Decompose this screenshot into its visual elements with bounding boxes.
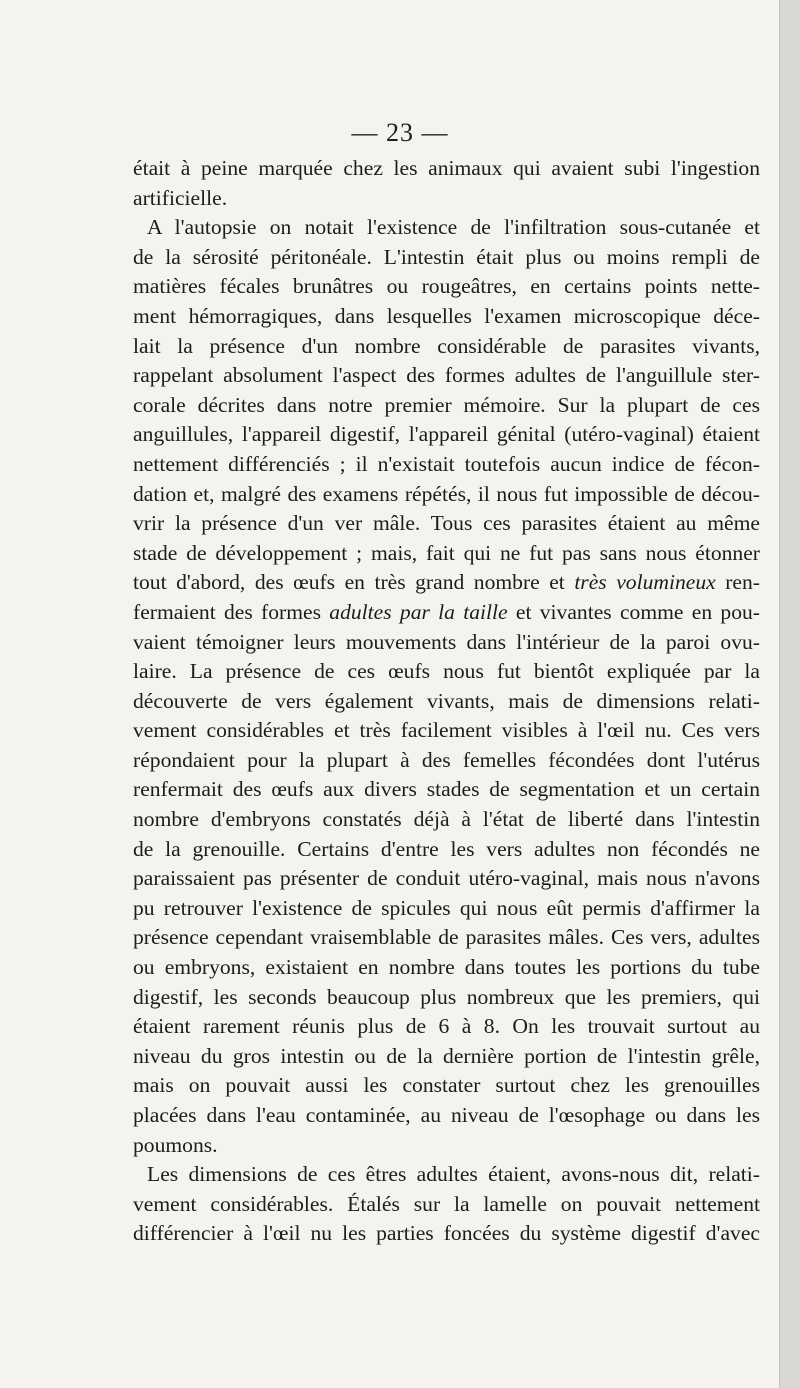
text-line: anguillules, l'appareil digestif, l'appareil génital (utéro-vaginal) étaient	[133, 422, 760, 447]
text-line: corale décrites dans notre premier mémoire. Sur la plupart de ces	[133, 392, 760, 417]
text-segment: fermaient des formes	[133, 599, 330, 624]
text-line: vement considérables. Étalés sur la lamelle on pouvait nettement	[133, 1191, 760, 1216]
emphasis-text: très volumineux	[574, 570, 716, 595]
text-line: placées dans l'eau contaminée, au niveau de l'œsophage ou dans les	[133, 1103, 760, 1127]
text-line: rappelant absolument l'aspect des formes adultes de l'anguillule ster-	[133, 363, 760, 388]
text-line: nombre d'embryons constatés déjà à l'état de liberté dans l'intestin	[133, 807, 760, 832]
text-line: vaient témoigner leurs mouvements dans l'intérieur de la paroi ovu-	[133, 629, 760, 654]
text-line: vement considérables et très facilement visibles à l'œil nu. Ces vers	[133, 718, 760, 743]
text-line-with-emphasis	[133, 568, 760, 598]
text-line: découverte de vers également vivants, mais de dimensions relati-	[133, 688, 760, 713]
text-line: niveau du gros intestin ou de la dernière portion de l'intestin grêle,	[133, 1043, 760, 1068]
text-line: ment hémorragiques, dans lesquelles l'examen microscopique déce-	[133, 303, 760, 328]
text-line: dation et, malgré des examens répétés, il nous fut impossible de décou-	[133, 481, 760, 506]
text-line: nettement différenciés ; il n'existait toutefois aucun indice de fécon-	[133, 451, 760, 476]
text-line-with-emphasis	[133, 598, 760, 628]
text-line: artificielle.	[133, 185, 228, 210]
text-line: vrir la présence d'un ver mâle. Tous ces parasites étaient au même	[133, 511, 760, 536]
text-segment: ren-	[715, 570, 760, 595]
text-segment: et vivantes comme en pou-	[507, 599, 760, 624]
text-line: était à peine marquée chez les animaux qui avaient subi l'ingestion	[133, 156, 760, 180]
text-line: répondaient pour la plupart à des femelles fécondées dont l'utérus	[133, 747, 760, 772]
text-line: paraissaient pas présenter de conduit utéro-vaginal, mais nous n'avons	[133, 866, 760, 891]
text-line: laire. La présence de ces œufs nous fut bientôt expliquée par la	[133, 659, 760, 684]
text-line: digestif, les seconds beaucoup plus nombreux que les premiers, qui	[133, 984, 760, 1009]
text-line: A l'autopsie on notait l'existence de l'infiltration sous-cutanée et	[147, 215, 760, 240]
text-line: de la grenouille. Certains d'entre les vers adultes non fécondés ne	[133, 836, 760, 861]
text-line: mais on pouvait aussi les constater surtout chez les grenouilles	[133, 1073, 760, 1098]
text-line: lait la présence d'un nombre considérable de parasites vivants,	[133, 333, 760, 358]
page-number: — 23 —	[351, 118, 449, 147]
text-line: stade de développement ; mais, fait qui ne fut pas sans nous étonner	[133, 540, 760, 565]
text-line: présence cependant vraisemblable de parasites mâles. Ces vers, adultes	[133, 925, 760, 950]
text-line: de la sérosité péritonéale. L'intestin était plus ou moins rempli de	[133, 244, 760, 269]
emphasis-text: adultes par la taille	[329, 599, 508, 624]
text-line: matières fécales brunâtres ou rougeâtres, en certains points nette-	[133, 274, 760, 299]
text-line: pu retrouver l'existence de spicules qui nous eût permis d'affirmer la	[133, 895, 760, 920]
text-line: différencier à l'œil nu les parties foncées du système digestif d'avec	[133, 1221, 760, 1246]
text-line: renfermait des œufs aux divers stades de segmentation et un certain	[133, 777, 760, 802]
text-line: ou embryons, existaient en nombre dans toutes les portions du tube	[133, 955, 760, 980]
text-line: étaient rarement réunis plus de 6 à 8. On les trouvait surtout au	[133, 1014, 760, 1039]
text-line: Les dimensions de ces êtres adultes étaient, avons-nous dit, relati-	[147, 1162, 760, 1187]
text-line: poumons.	[133, 1132, 218, 1157]
text-segment: tout d'abord, des œufs en très grand nombre et	[133, 570, 575, 595]
page-edge-shadow	[779, 0, 800, 1388]
body-text	[133, 154, 760, 1249]
